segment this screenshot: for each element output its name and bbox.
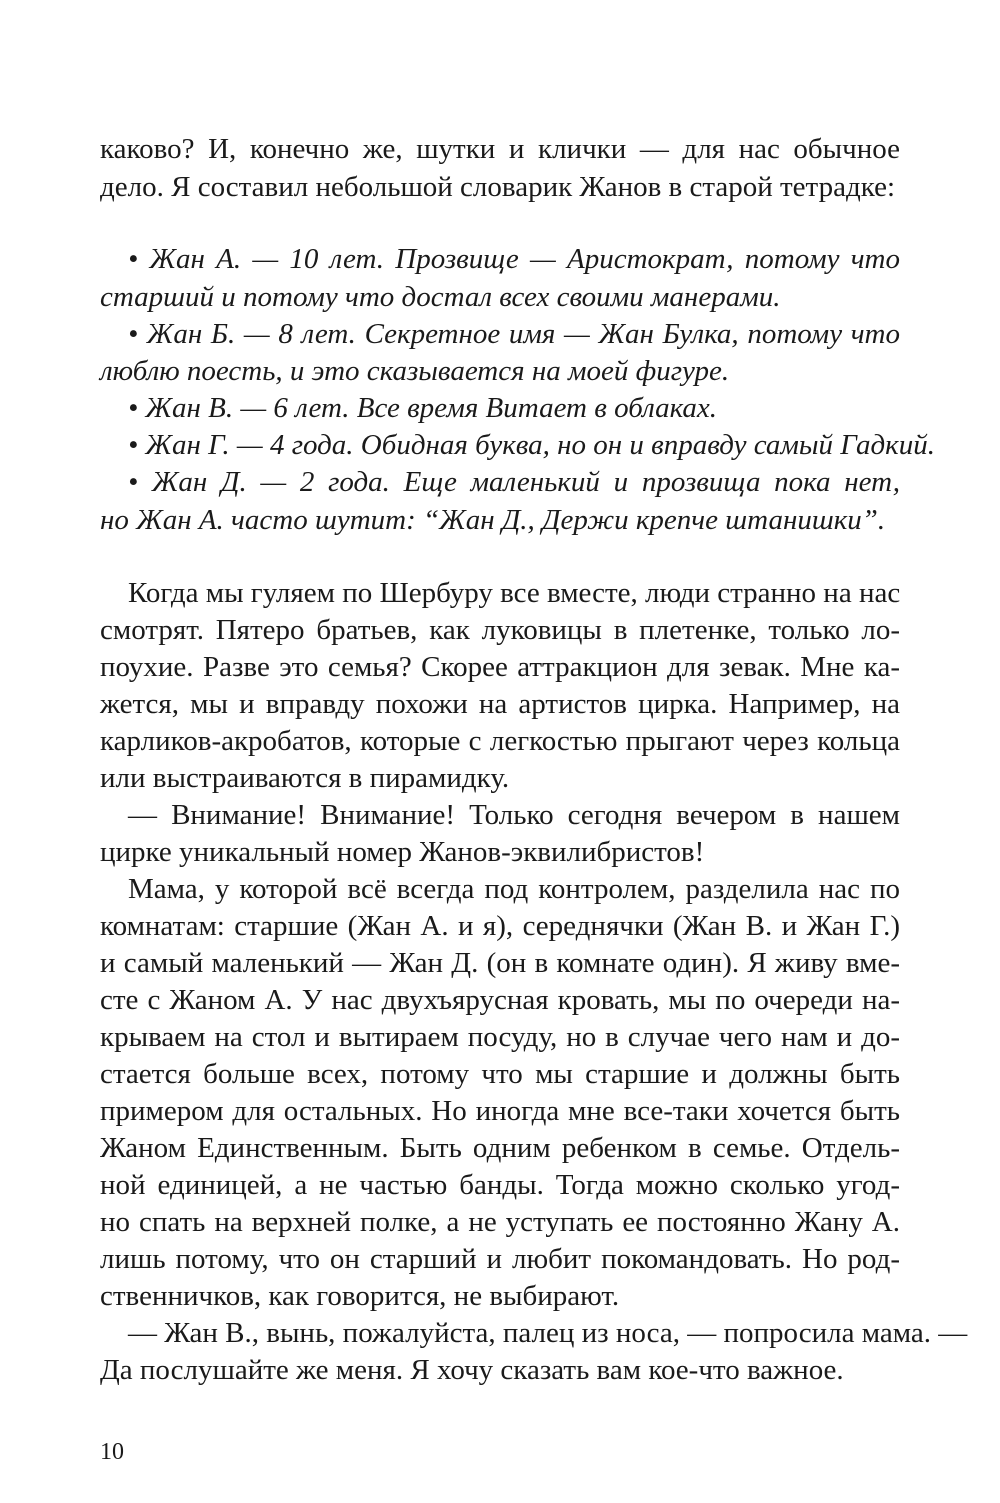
- list-item-jean-b-line: люблю поесть, и это сказывается на моей фигуре.: [100, 355, 730, 387]
- text-line: Жаном Единственным. Быть одним ребенком в семье. Отдель-: [100, 1132, 900, 1164]
- text-line: Когда мы гуляем по Шербуру все вместе, люди странно на нас: [128, 577, 901, 609]
- list-item-jean-v: • Жан В. — 6 лет. Все время Витает в облаках.: [128, 392, 718, 424]
- text-line: и самый маленький — Жан Д. (он в комнате один). Я живу вме-: [100, 947, 900, 979]
- text-line: Да послушайте же меня. Я хочу сказать вам кое-что важное.: [100, 1354, 844, 1386]
- text-line: карликов-акробатов, которые с легкостью прыгают через кольца: [100, 725, 900, 757]
- text-line: смотрят. Пятеро братьев, как луковицы в плетенке, только ло-: [100, 614, 900, 646]
- list-item-jean-d-line: • Жан Д. — 2 года. Еще маленький и прозвища пока нет,: [128, 466, 900, 498]
- text-line: но спать на верхней полке, а не уступать ее постоянно Жану А.: [100, 1206, 900, 1238]
- list-item-jean-a-line: • Жан А. — 10 лет. Прозвище — Аристократ, потому что: [128, 243, 900, 275]
- text-line: жется, мы и вправду похожи на артистов цирка. Например, на: [100, 688, 900, 720]
- text-line: комнатам: старшие (Жан А. и я), середнячки (Жан В. и Жан Г.): [100, 910, 900, 942]
- text-line: поухие. Разве это семья? Скорее аттракцион для зевак. Мне ка-: [100, 651, 900, 683]
- text-line: сте с Жаном А. У нас двухъярусная кровать, мы по очереди на-: [100, 984, 900, 1016]
- text-line: ственничков, как говорится, не выбирают.: [100, 1280, 620, 1312]
- text-line: ной единицей, а не частью банды. Тогда можно сколько угод-: [100, 1169, 900, 1201]
- text-line: примером для остальных. Но иногда мне все-таки хочется быть: [100, 1095, 900, 1127]
- text-line: — Жан В., вынь, пожалуйста, палец из носа, — попросила мама. —: [128, 1317, 968, 1349]
- page-number: 10: [100, 1439, 124, 1465]
- list-item-jean-g: • Жан Г. — 4 года. Обидная буква, но он и вправду самый Гадкий.: [128, 429, 935, 461]
- text-line: цирке уникальный номер Жанов-эквилибристов!: [100, 836, 705, 868]
- list-item-jean-a-line: старший и потому что достал всех своими манерами.: [100, 281, 781, 313]
- list-item-jean-b-line: • Жан Б. — 8 лет. Секретное имя — Жан Булка, потому что: [128, 318, 900, 350]
- text-line: каково? И, конечно же, шутки и клички — для нас обычное: [100, 133, 900, 165]
- text-line: дело. Я составил небольшой словарик Жанов в старой тетрадке:: [100, 171, 896, 203]
- text-line: — Внимание! Внимание! Только сегодня вечером в нашем: [128, 799, 900, 831]
- text-line: лишь потому, что он старший и любит покомандовать. Но род-: [100, 1243, 900, 1275]
- text-line: или выстраиваются в пирамидку.: [100, 762, 510, 794]
- text-line: стается больше всех, потому что мы старшие и должны быть: [100, 1058, 900, 1090]
- list-item-jean-d-line: но Жан А. часто шутит: “Жан Д., Держи крепче штанишки”.: [100, 504, 886, 536]
- text-line: Мама, у которой всё всегда под контролем, разделила нас по: [128, 873, 900, 905]
- text-line: крываем на стол и вытираем посуду, но в случае чего нам и до-: [100, 1021, 900, 1053]
